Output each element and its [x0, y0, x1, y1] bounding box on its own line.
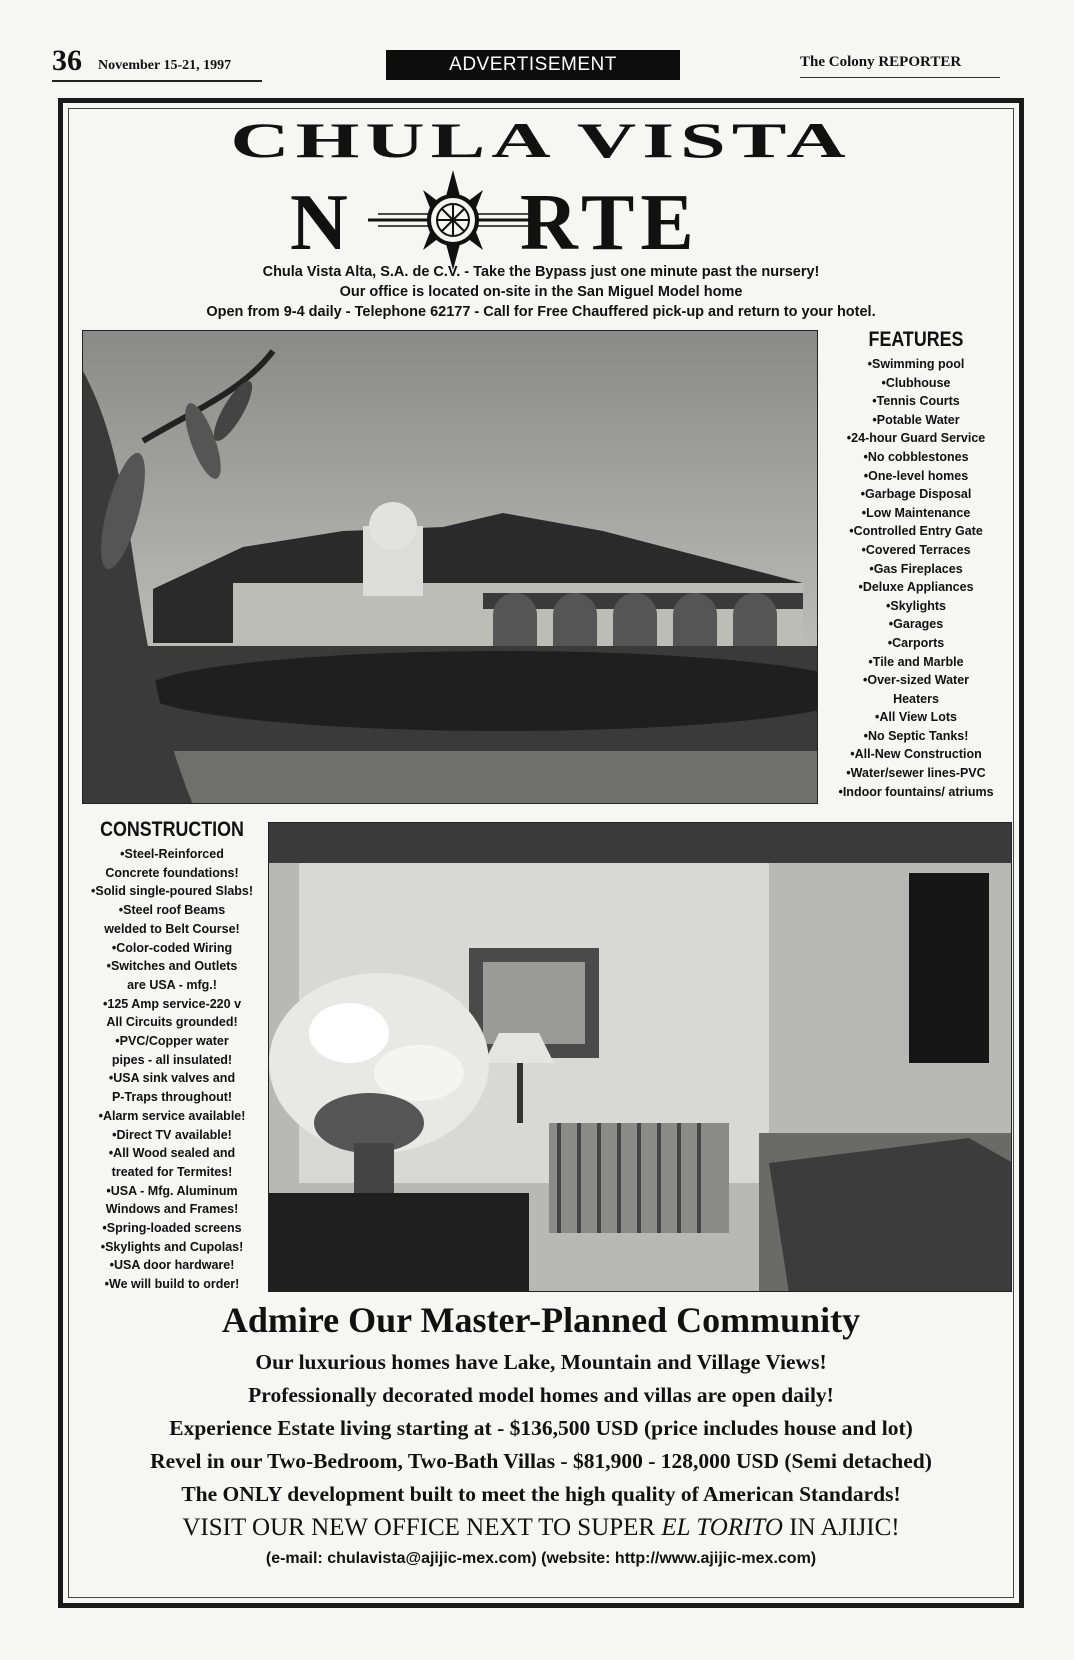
construction-item: welded to Belt Course!: [104, 921, 240, 936]
feature-item: •Water/sewer lines-PVC: [846, 766, 986, 781]
intro-location: Chula Vista Alta, S.A. de C.V. - Take the Bypass just one minute past the nursery!: [262, 264, 820, 280]
construction-item: •All Wood sealed and: [108, 1146, 236, 1161]
feature-item: •Garages: [888, 617, 944, 632]
construction-item: •USA - Mfg. Aluminum: [106, 1183, 238, 1198]
brand-title: CHULA VISTA: [230, 113, 852, 168]
construction-item: •Spring-loaded screens: [102, 1221, 242, 1236]
community-visit-office-line: [68, 1510, 1014, 1546]
construction-item: •USA sink valves and: [108, 1071, 236, 1086]
feature-item: •Potable Water: [872, 412, 960, 427]
construction-list: [72, 845, 272, 1294]
page-number: 36: [52, 44, 82, 77]
house-exterior-illustration: [83, 331, 818, 804]
construction-item: Windows and Frames!: [105, 1202, 239, 1217]
feature-item: •No Septic Tanks!: [863, 728, 969, 743]
feature-item: •Garbage Disposal: [860, 487, 972, 502]
features-section: [818, 328, 1014, 801]
community-quality-line: The ONLY development built to meet the high quality of American Standards!: [181, 1482, 901, 1506]
interior-illustration: [269, 823, 1012, 1292]
construction-item: •Color-coded Wiring: [111, 940, 233, 955]
feature-item: •Covered Terraces: [861, 542, 971, 557]
header-rule: [800, 77, 1000, 78]
construction-item: •Direct TV available!: [112, 1127, 232, 1142]
construction-item: •Switches and Outlets: [106, 959, 238, 974]
feature-item: •Carports: [887, 635, 945, 650]
community-estate-price-line: Experience Estate living starting at - $136,500 USD (price includes house and lot): [169, 1416, 913, 1440]
feature-item: •Tennis Courts: [872, 394, 960, 409]
construction-item: pipes - all insulated!: [111, 1052, 233, 1067]
construction-title: CONSTRUCTION: [100, 818, 244, 841]
construction-item: •Solid single-poured Slabs!: [90, 884, 254, 899]
construction-item: •Skylights and Cupolas!: [100, 1239, 244, 1254]
feature-item: •Gas Fireplaces: [869, 561, 963, 576]
feature-item: •24-hour Guard Service: [846, 431, 986, 446]
community-models-line: Professionally decorated model homes and villas are open daily!: [248, 1383, 834, 1407]
community-views-line: Our luxurious homes have Lake, Mountain and Village Views!: [255, 1350, 827, 1374]
issue-date: November 15-21, 1997: [98, 58, 232, 73]
compass-rose-icon: [368, 170, 538, 270]
feature-item: •Clubhouse: [881, 375, 951, 390]
construction-item: treated for Termites!: [111, 1164, 233, 1179]
features-list: [818, 355, 1014, 801]
visit-text: VISIT OUR NEW OFFICE NEXT TO SUPER: [182, 1514, 662, 1541]
features-title: FEATURES: [868, 328, 964, 351]
construction-item: •We will build to order!: [104, 1277, 240, 1292]
construction-item: are USA - mfg.!: [127, 977, 217, 992]
newspaper-name: The Colony REPORTER: [800, 54, 962, 70]
interior-living-room-photo: [268, 822, 1012, 1292]
community-villa-price-line: Revel in our Two-Bedroom, Two-Bath Villas - $81,900 - 128,000 USD (Semi detached): [150, 1449, 932, 1473]
feature-item: •Skylights: [886, 598, 946, 613]
header-rule: [52, 80, 262, 82]
advertisement-label: ADVERTISEMENT: [386, 50, 680, 80]
brand-subtitle-n: N: [290, 179, 354, 267]
construction-item: •Alarm service available!: [98, 1108, 246, 1123]
feature-item: •Tile and Marble: [868, 654, 964, 669]
house-exterior-photo: [82, 330, 818, 804]
construction-item: •PVC/Copper water: [115, 1034, 229, 1049]
feature-item: •Over-sized Water: [862, 673, 970, 688]
feature-item: •Controlled Entry Gate: [849, 524, 983, 539]
feature-item: •Indoor fountains/ atriums: [838, 784, 994, 799]
feature-item: •Deluxe Appliances: [858, 580, 974, 595]
construction-item: •Steel-Reinforced: [120, 847, 224, 861]
feature-item: •Swimming pool: [867, 357, 965, 371]
community-heading: Admire Our Master-Planned Community: [221, 1300, 861, 1340]
intro-office: Our office is located on-site in the San Miguel Model home: [339, 284, 743, 300]
feature-item: Heaters: [893, 691, 939, 706]
visit-store-name: EL TORITO: [661, 1514, 783, 1541]
newspaper-header: [0, 0, 1074, 90]
construction-item: •Steel roof Beams: [118, 903, 226, 918]
intro-hours-phone: Open from 9-4 daily - Telephone 62177 - Call for Free Chauffered pick-up and return to your hotel.: [206, 304, 876, 320]
feature-item: •All-New Construction: [850, 747, 982, 762]
feature-item: •One-level homes: [863, 468, 969, 483]
contact-email-website: (e-mail: chulavista@ajijic-mex.com) (website: http://www.ajijic-mex.com): [265, 1550, 817, 1567]
construction-item: P-Traps throughout!: [111, 1090, 233, 1105]
visit-text: IN AJIJIC!: [782, 1514, 900, 1541]
feature-item: •All View Lots: [875, 710, 957, 725]
construction-item: All Circuits grounded!: [106, 1015, 238, 1030]
construction-section: [72, 818, 272, 1294]
construction-item: •USA door hardware!: [109, 1258, 235, 1273]
feature-item: •No cobblestones: [863, 449, 969, 464]
construction-item: •125 Amp service-220 v: [102, 996, 242, 1011]
construction-item: Concrete foundations!: [105, 865, 239, 880]
brand-subtitle-rte: RTE: [520, 179, 700, 267]
feature-item: •Low Maintenance: [861, 505, 971, 520]
